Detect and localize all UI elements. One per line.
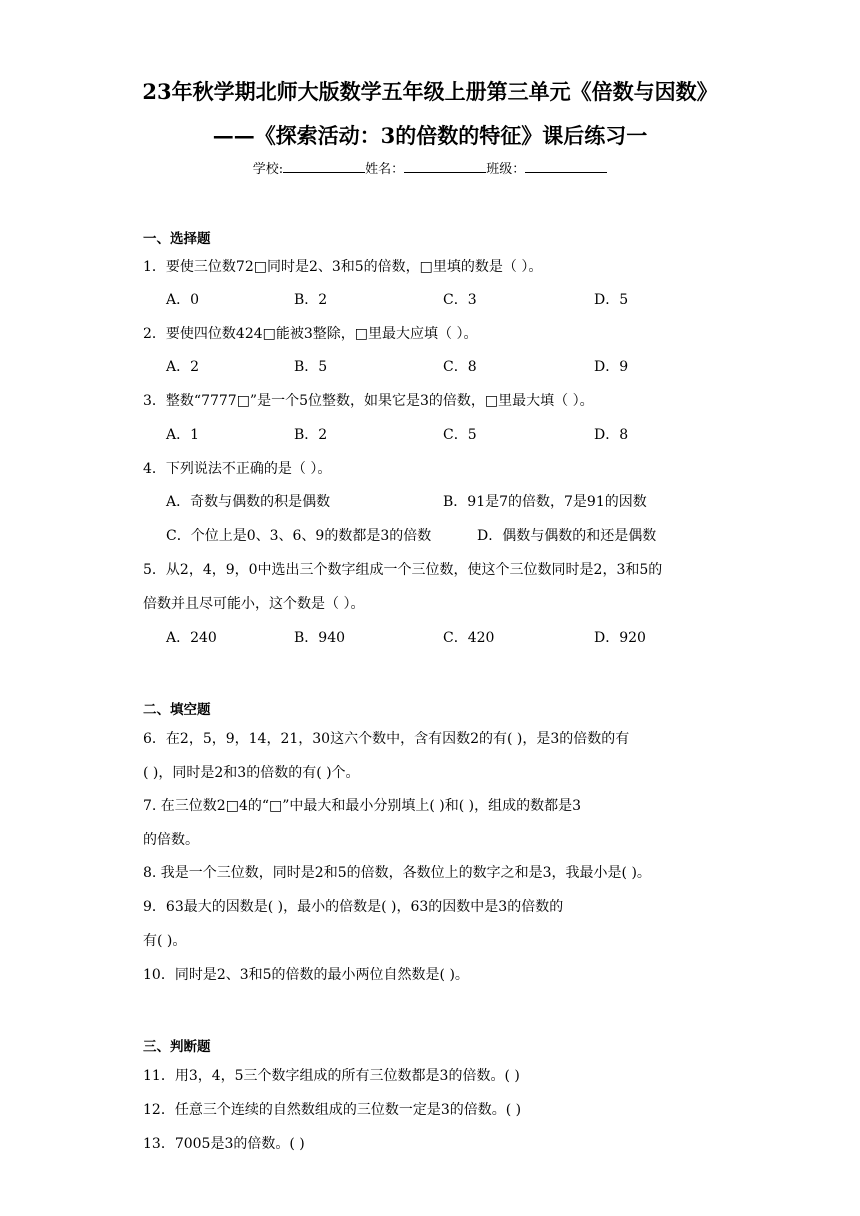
- q3-option-c: C．5: [443, 427, 477, 443]
- q1-option-c: C．3: [443, 292, 477, 308]
- question-12: 12．任意三个连续的自然数组成的三位数一定是3的倍数。( ): [143, 1102, 522, 1118]
- section-fill-heading: 二、填空题: [143, 702, 211, 718]
- q1-option-b: B．2: [294, 292, 328, 308]
- question-5-line2: 倍数并且尽可能小，这个数是（ ）。: [143, 596, 365, 612]
- q2-option-d: D．9: [594, 359, 629, 375]
- section-choice-heading: 一、选择题: [143, 231, 211, 247]
- q1-option-a: A．0: [166, 292, 200, 308]
- question-8: 8. 我是一个三位数，同时是2和5的倍数，各数位上的数字之和是3，我最小是( )。: [143, 865, 651, 881]
- question-10: 10．同时是2、3和5的倍数的最小两位自然数是( )。: [143, 967, 469, 983]
- q4-option-c: C．个位上是0、3、6、9的数都是3的倍数: [166, 528, 432, 544]
- q5-option-d: D．920: [594, 630, 646, 646]
- q5-option-a: A．240: [166, 630, 217, 646]
- q2-option-b: B．5: [294, 359, 328, 375]
- section-judge-heading: 三、判断题: [143, 1039, 211, 1055]
- question-1: 1．要使三位数72□同时是2、3和5的倍数，□里填的数是（ ）。: [143, 259, 543, 275]
- class-label: 班级：: [486, 162, 526, 177]
- q3-option-b: B．2: [294, 427, 328, 443]
- question-6-line2: ( )，同时是2和3的倍数的有( )个。: [143, 765, 360, 781]
- question-11: 11．用3，4，5三个数字组成的所有三位数都是3的倍数。( ): [143, 1068, 520, 1084]
- question-3: 3．整数“7777□”是一个5位整数，如果它是3的倍数，□里最大填（ ）。: [143, 393, 594, 409]
- school-label: 学校:: [252, 162, 284, 177]
- q5-option-b: B．940: [294, 630, 346, 646]
- question-9-line1: 9．63最大的因数是( )，最小的倍数是( )，63的因数中是3的倍数的: [143, 899, 564, 915]
- school-blank[interactable]: [283, 160, 365, 173]
- q1-option-d: D．5: [594, 292, 629, 308]
- question-7-line2: 的倍数。: [143, 832, 199, 848]
- q4-option-b: B．91是7的倍数，7是91的因数: [443, 494, 647, 510]
- question-13: 13．7005是3的倍数。( ): [143, 1136, 305, 1152]
- q4-option-d: D．偶数与偶数的和还是偶数: [477, 528, 657, 544]
- name-blank[interactable]: [404, 160, 486, 173]
- q3-option-d: D．8: [594, 427, 629, 443]
- student-info-line: [0, 158, 860, 177]
- question-6-line1: 6．在2，5，9，14，21，30这六个数中，含有因数2的有( )，是3的倍数的有: [143, 731, 630, 747]
- q4-option-a: A．奇数与偶数的积是偶数: [166, 494, 331, 510]
- class-blank[interactable]: [525, 160, 607, 173]
- q2-option-c: C．8: [443, 359, 477, 375]
- question-7-line1: 7. 在三位数2□4的“□”中最大和最小分别填上( )和( )，组成的数都是3: [143, 798, 582, 814]
- name-label: 姓名：: [365, 162, 405, 177]
- q5-option-c: C．420: [443, 630, 495, 646]
- document-title-line1: 23年秋学期北师大版数学五年级上册第三单元《倍数与因数》: [142, 79, 718, 104]
- q2-option-a: A．2: [166, 359, 200, 375]
- question-2: 2．要使四位数424□能被3整除，□里最大应填（ ）。: [143, 326, 478, 342]
- document-title-line2: ——《探索活动：3的倍数的特征》课后练习一: [212, 123, 648, 148]
- question-9-line2: 有( )。: [143, 933, 187, 949]
- question-5-line1: 5．从2，4，9，0中选出三个数字组成一个三位数，使这个三位数同时是2，3和5的: [143, 562, 663, 578]
- question-4: 4．下列说法不正确的是（ ）。: [143, 461, 332, 477]
- q3-option-a: A．1: [166, 427, 200, 443]
